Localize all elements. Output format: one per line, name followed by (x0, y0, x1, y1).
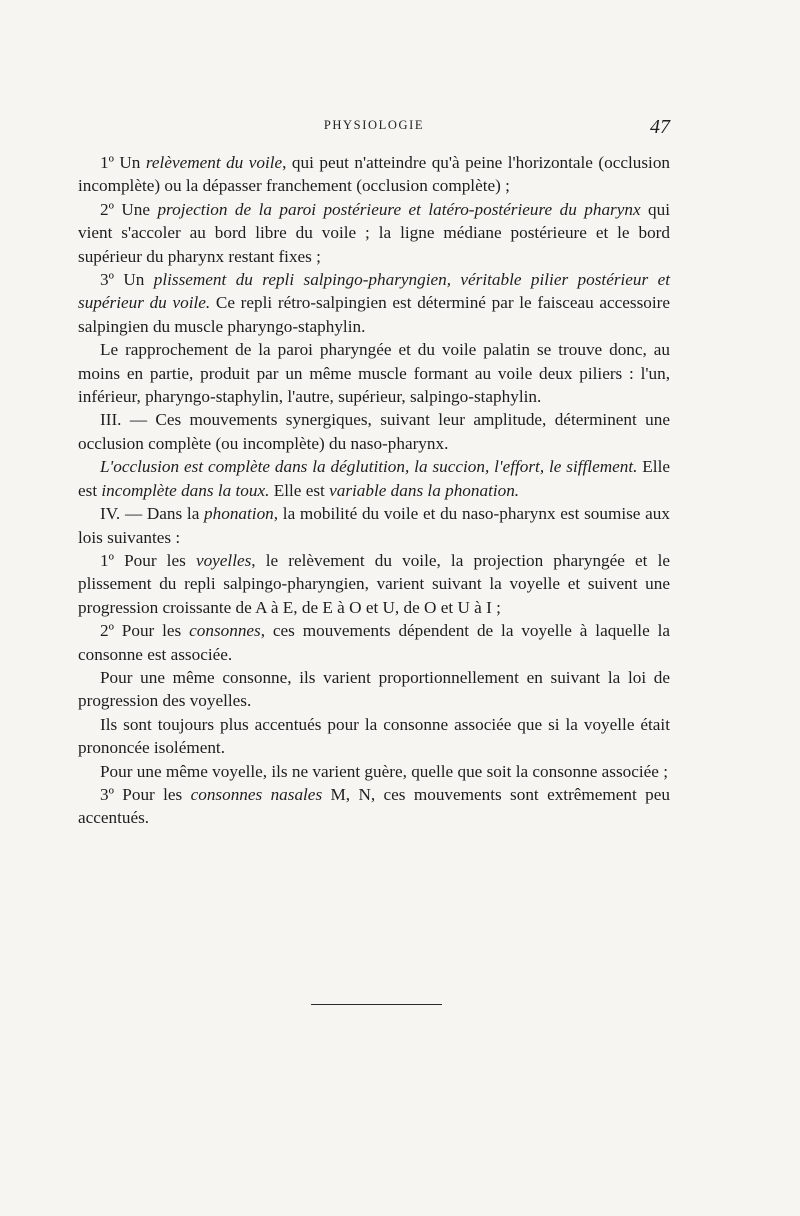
text-run: 2º Une (100, 199, 158, 219)
italic-text-run: consonnes (189, 621, 261, 641)
text-run: Pour une même consonne, ils varient proportionnellement en suivant la loi de progression des voyelles. (78, 667, 670, 711)
text-run: , la mobilité du voile et du naso-pharynx est soumise aux lois suivantes : (78, 504, 670, 547)
text-run: Ils sont toujours plus accentués pour la consonne associée que si la voyelle était prononcée isolément. (78, 714, 670, 758)
italic-text-run: projection de la paroi postérieure et latéro-postérieure du pharynx (157, 199, 641, 219)
text-run: Ce repli rétro-salpingien est déterminé par le faisceau accessoire salpingien du muscle pharyngo-staphylin. (78, 293, 670, 336)
text-run: Elle est (269, 480, 330, 500)
italic-text-run: incomplète dans la toux. (101, 480, 270, 500)
text-run: 1º Pour les (100, 550, 196, 570)
text-run: IV. — Dans la (100, 504, 205, 524)
text-run: 2º Pour les (100, 621, 190, 641)
page-number: 47 (650, 116, 670, 138)
paragraph (78, 549, 670, 619)
text-run: III. — Ces mouvements synergiques, suivant leur amplitude, déterminent une occlusion complète (ou incomplète) du naso-pharynx. (78, 410, 670, 453)
paragraph (78, 760, 670, 783)
text-run: qui vient s'accoler au bord libre du voile ; la ligne médiane postérieure et le bord supérieur du pharynx restant fixes ; (78, 199, 670, 266)
italic-text-run: phonation (204, 504, 274, 524)
paragraph (78, 619, 670, 666)
body-text (78, 151, 670, 830)
text-run: M, N, ces mouvements sont extrêmement peu accentués. (78, 784, 670, 828)
italic-text-run: voyelles (195, 550, 252, 570)
paragraph (78, 455, 670, 502)
paragraph (78, 151, 670, 198)
text-run: Pour une même voyelle, ils ne varient guère, quelle que soit la consonne associée ; (100, 761, 668, 781)
text-run: 1º Un (100, 153, 146, 172)
running-head (78, 116, 670, 140)
end-rule (311, 1004, 442, 1005)
text-run: , qui peut n'atteindre qu'à peine l'horizontale (occlusion incomplète) ou la dépasser franchement (occlusion complète) ; (78, 153, 671, 196)
text-run: 3º Un (100, 270, 154, 290)
paragraph (78, 713, 670, 760)
paragraph (78, 502, 670, 549)
text-run: , le relèvement du voile, la projection pharyngée et le plissement du repli salpingo-pharyngien, varient suivant la voyelle et suivent une progression croissante de A à E, de E à O et U, de O et U à I ; (78, 550, 670, 617)
italic-text-run: plissement du repli salpingo-pharyngien, véritable pilier postérieur et supérieur du voile. (78, 270, 670, 313)
text-run: , ces mouvements dépendent de la voyelle à laquelle la consonne est associée. (78, 621, 670, 664)
text-run: 3º Pour les (100, 784, 191, 804)
running-title: PHYSIOLOGIE (323, 118, 425, 132)
italic-text-run: L'occlusion est complète dans la déglutition, la succion, l'effort, le sifflement. (100, 457, 638, 477)
italic-text-run: consonnes nasales (190, 784, 323, 804)
text-run: Elle est (78, 457, 670, 500)
paragraph (78, 268, 670, 338)
paragraph (78, 198, 670, 268)
paragraph (78, 666, 670, 713)
paragraph (78, 408, 670, 455)
paragraph (78, 338, 670, 408)
italic-text-run: relèvement du voile (145, 153, 283, 172)
text-run: Le rapprochement de la paroi pharyngée et du voile palatin se trouve donc, au moins en partie, produit par un même muscle formant au voile deux piliers : l'un, inférieur, pharyngo-staphylin, l'autre, supérieur, salpingo-staphylin. (78, 340, 670, 407)
paragraph (78, 783, 670, 830)
italic-text-run: variable dans la phonation. (329, 480, 520, 500)
